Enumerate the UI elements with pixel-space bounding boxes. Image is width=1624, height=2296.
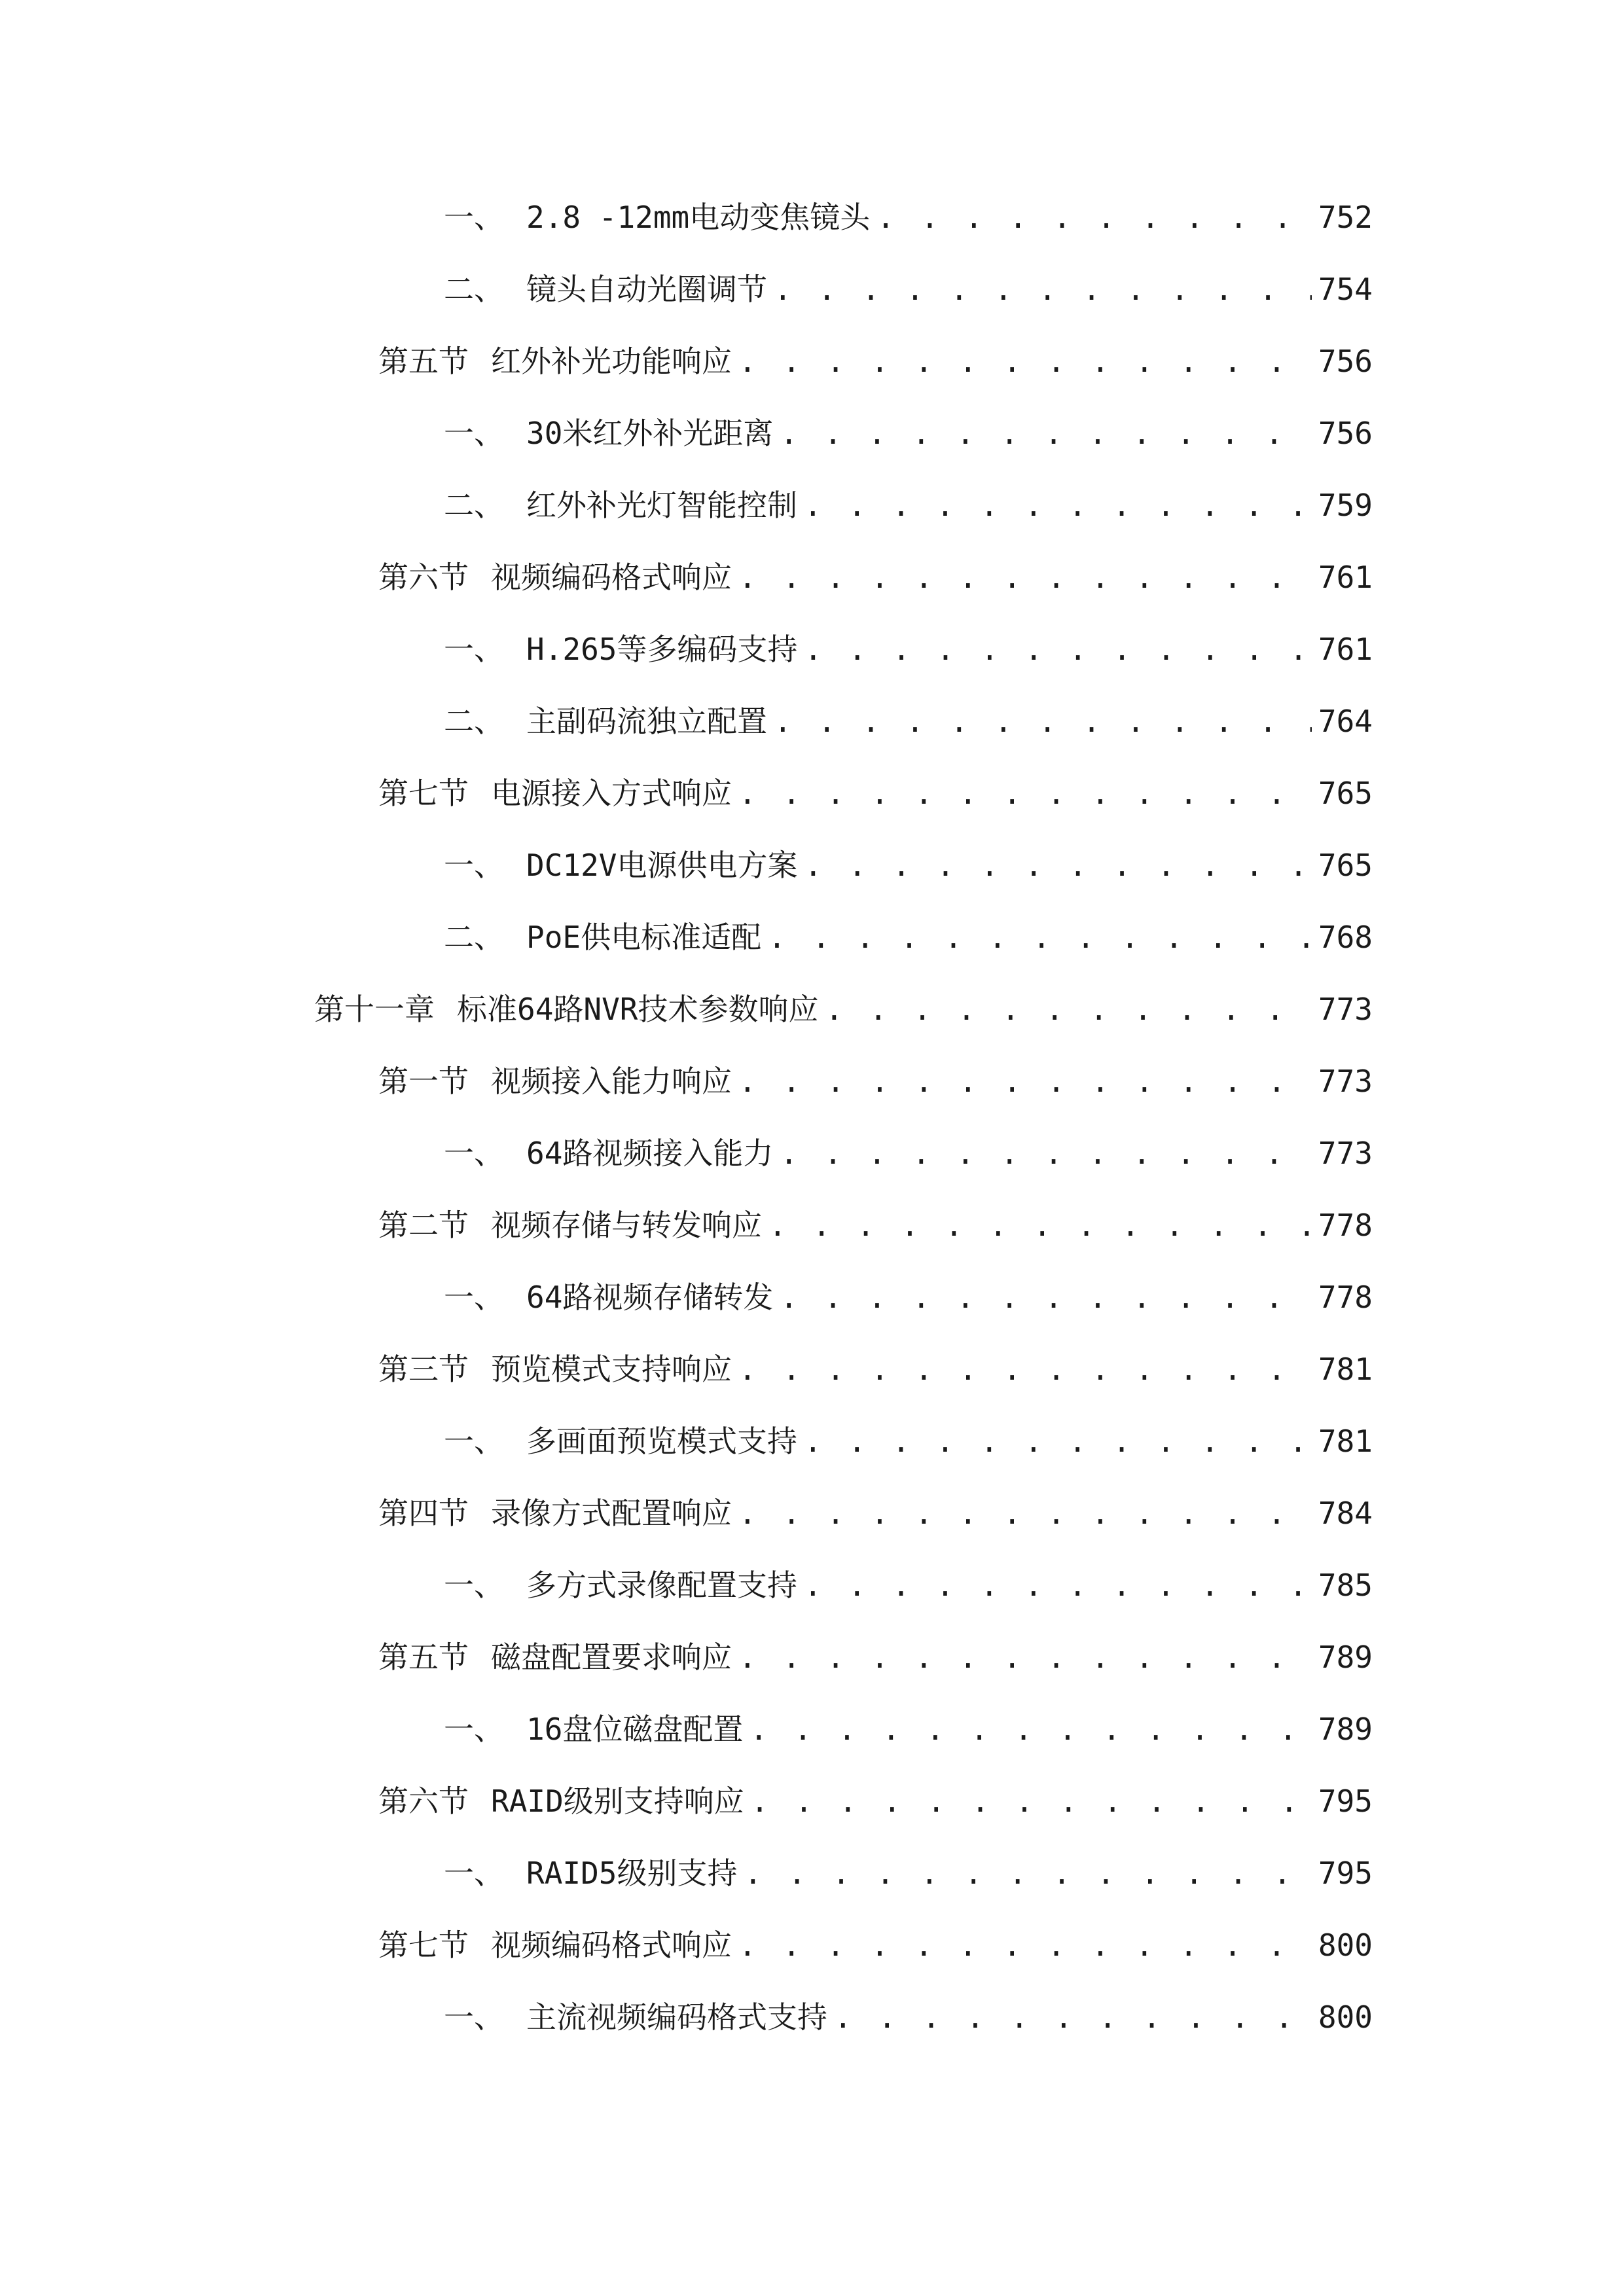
toc-dot-leader <box>774 698 1312 744</box>
toc-dot-leader <box>738 338 1312 384</box>
toc-entry-title: 标准64路NVR技术参数响应 <box>457 992 819 1027</box>
toc-entry-title: 主流视频编码格式支持 <box>526 2000 827 2035</box>
toc-entry-page: 781 <box>1318 1424 1373 1459</box>
toc-entry-number: 第五节 <box>378 344 469 379</box>
toc-entry[interactable] <box>444 194 1373 240</box>
toc-entry[interactable] <box>378 1058 1373 1104</box>
toc-dot-leader <box>738 1490 1312 1536</box>
toc-entry-title: RAID5级别支持 <box>526 1856 738 1891</box>
toc-entry[interactable] <box>378 1778 1373 1824</box>
toc-entry[interactable] <box>378 770 1373 816</box>
toc-entry-title: 主副码流独立配置 <box>526 704 767 739</box>
toc-entry[interactable] <box>444 626 1373 672</box>
toc-dot-leader <box>738 1346 1312 1392</box>
toc-entry-number: 第七节 <box>378 1928 469 1963</box>
toc-entry-page: 773 <box>1318 1064 1373 1099</box>
toc-entry[interactable] <box>444 482 1373 528</box>
toc-entry-number: 一、 <box>444 2000 504 2035</box>
toc-entry[interactable] <box>444 842 1373 888</box>
toc-entry-number: 一、 <box>444 200 504 235</box>
toc-dot-leader <box>780 1274 1312 1320</box>
toc-entry-page: 761 <box>1318 632 1373 667</box>
toc-entry-number: 第七节 <box>378 776 469 811</box>
toc-entry-page: 756 <box>1318 344 1373 379</box>
toc-dot-leader <box>825 986 1311 1032</box>
toc-entry-page: 764 <box>1318 704 1373 739</box>
toc-entry[interactable] <box>444 1130 1373 1176</box>
toc-dot-leader <box>738 1058 1312 1104</box>
toc-entry-page: 773 <box>1318 992 1373 1027</box>
toc-entry[interactable] <box>378 554 1373 600</box>
toc-entry[interactable] <box>444 1418 1373 1464</box>
toc-entry-number: 第六节 <box>378 560 469 595</box>
toc-entry-title: 视频存储与转发响应 <box>491 1208 762 1243</box>
toc-entry-number: 第十一章 <box>314 992 435 1027</box>
toc-dot-leader <box>738 1634 1312 1680</box>
toc-entry-title: 16盘位磁盘配置 <box>526 1712 744 1747</box>
toc-entry-title: 视频接入能力响应 <box>491 1064 732 1099</box>
toc-entry-title: 红外补光灯智能控制 <box>526 488 797 523</box>
toc-entry-title: 镜头自动光圈调节 <box>526 272 767 307</box>
toc-entry-number: 二、 <box>444 704 504 739</box>
toc-entry[interactable] <box>444 698 1373 744</box>
toc-entry-page: 754 <box>1318 272 1373 307</box>
toc-entry-title: DC12V电源供电方案 <box>526 848 798 883</box>
toc-dot-leader <box>774 266 1312 312</box>
toc-entry-number: 第二节 <box>378 1208 469 1243</box>
toc-dot-leader <box>804 1562 1312 1608</box>
toc-entry-number: 第四节 <box>378 1496 469 1531</box>
toc-entry[interactable] <box>378 1202 1373 1248</box>
toc-entry-number: 一、 <box>444 1856 504 1891</box>
toc-entry-number: 二、 <box>444 488 504 523</box>
toc-entry[interactable] <box>444 1274 1373 1320</box>
toc-dot-leader <box>876 194 1312 240</box>
toc-entry-title: 电源接入方式响应 <box>491 776 732 811</box>
toc-entry-page: 761 <box>1318 560 1373 595</box>
toc-entry-title: 多方式录像配置支持 <box>526 1568 797 1603</box>
toc-entry-page: 795 <box>1318 1856 1373 1891</box>
toc-entry-page: 800 <box>1318 1928 1373 1963</box>
toc-entry[interactable] <box>314 986 1373 1032</box>
toc-entry-page: 752 <box>1318 200 1373 235</box>
toc-dot-leader <box>768 914 1312 960</box>
toc-entry-page: 768 <box>1318 920 1373 955</box>
toc-dot-leader <box>780 410 1312 456</box>
toc-entry-number: 一、 <box>444 1280 504 1315</box>
toc-entry-number: 第一节 <box>378 1064 469 1099</box>
toc-entry[interactable] <box>444 410 1373 456</box>
toc-dot-leader <box>738 1922 1312 1968</box>
toc-entry-title: 预览模式支持响应 <box>491 1352 732 1387</box>
toc-entry-page: 789 <box>1318 1712 1373 1747</box>
toc-entry-number: 一、 <box>444 848 504 883</box>
toc-entry-title: 64路视频存储转发 <box>526 1280 774 1315</box>
toc-dot-leader <box>780 1130 1312 1176</box>
toc-dot-leader <box>804 626 1311 672</box>
toc-entry[interactable] <box>444 266 1373 312</box>
toc-entry-number: 一、 <box>444 1568 504 1603</box>
toc-entry-number: 一、 <box>444 1424 504 1459</box>
toc-entry-page: 778 <box>1318 1208 1373 1243</box>
toc-entry-page: 765 <box>1318 848 1373 883</box>
toc-entry-page: 795 <box>1318 1784 1373 1819</box>
toc-entry-page: 785 <box>1318 1568 1373 1603</box>
toc-dot-leader <box>768 1202 1312 1248</box>
toc-entry-title: 64路视频接入能力 <box>526 1136 774 1171</box>
toc-dot-leader <box>738 554 1312 600</box>
toc-entry-title: 30米红外补光距离 <box>526 416 774 451</box>
toc-entry-title: 2.8 -12mm电动变焦镜头 <box>526 200 871 235</box>
toc-entry-number: 第五节 <box>378 1640 469 1675</box>
toc-dot-leader <box>738 770 1312 816</box>
toc-dot-leader <box>749 1706 1312 1752</box>
toc-entry[interactable] <box>378 1922 1373 1968</box>
toc-entry[interactable] <box>378 1634 1373 1680</box>
toc-entry-number: 一、 <box>444 1136 504 1171</box>
toc-entry[interactable] <box>444 1994 1373 2040</box>
toc-entry-page: 789 <box>1318 1640 1373 1675</box>
toc-dot-leader <box>804 482 1312 528</box>
toc-dot-leader <box>804 842 1311 888</box>
toc-entry-number: 二、 <box>444 272 504 307</box>
toc-entry-number: 一、 <box>444 1712 504 1747</box>
toc-entry-title: 录像方式配置响应 <box>491 1496 732 1531</box>
toc-entry-page: 773 <box>1318 1136 1373 1171</box>
toc-entry-title: 磁盘配置要求响应 <box>491 1640 732 1675</box>
toc-entry-number: 一、 <box>444 632 504 667</box>
toc-entry-page: 800 <box>1318 2000 1373 2035</box>
toc-entry[interactable] <box>444 1850 1373 1896</box>
toc-dot-leader <box>804 1418 1312 1464</box>
toc-entry[interactable] <box>378 1346 1373 1392</box>
toc-entry-title: RAID级别支持响应 <box>491 1784 744 1819</box>
toc-entry-number: 第六节 <box>378 1784 469 1819</box>
toc-entry-page: 778 <box>1318 1280 1373 1315</box>
toc-entry-number: 二、 <box>444 920 504 955</box>
toc-entry[interactable] <box>444 914 1373 960</box>
toc-entry-title: H.265等多编码支持 <box>526 632 798 667</box>
toc-entry-number: 第三节 <box>378 1352 469 1387</box>
toc-entry-page: 765 <box>1318 776 1373 811</box>
toc-entry-title: 红外补光功能响应 <box>491 344 732 379</box>
toc-entry-page: 781 <box>1318 1352 1373 1387</box>
toc-entry[interactable] <box>444 1562 1373 1608</box>
toc-entry-page: 756 <box>1318 416 1373 451</box>
toc-dot-leader <box>834 1994 1312 2040</box>
toc-entry[interactable] <box>378 1490 1373 1536</box>
toc-entry[interactable] <box>444 1706 1373 1752</box>
toc-entry-page: 759 <box>1318 488 1373 523</box>
toc-entry-number: 一、 <box>444 416 504 451</box>
toc-entry-title: 视频编码格式响应 <box>491 560 732 595</box>
toc-entry-title: 视频编码格式响应 <box>491 1928 732 1963</box>
toc-entry-page: 784 <box>1318 1496 1373 1531</box>
toc-dot-leader <box>744 1850 1311 1896</box>
toc-dot-leader <box>751 1778 1312 1824</box>
toc-entry[interactable] <box>378 338 1373 384</box>
toc-entry-title: 多画面预览模式支持 <box>526 1424 797 1459</box>
toc-entry-title: PoE供电标准适配 <box>526 920 762 955</box>
